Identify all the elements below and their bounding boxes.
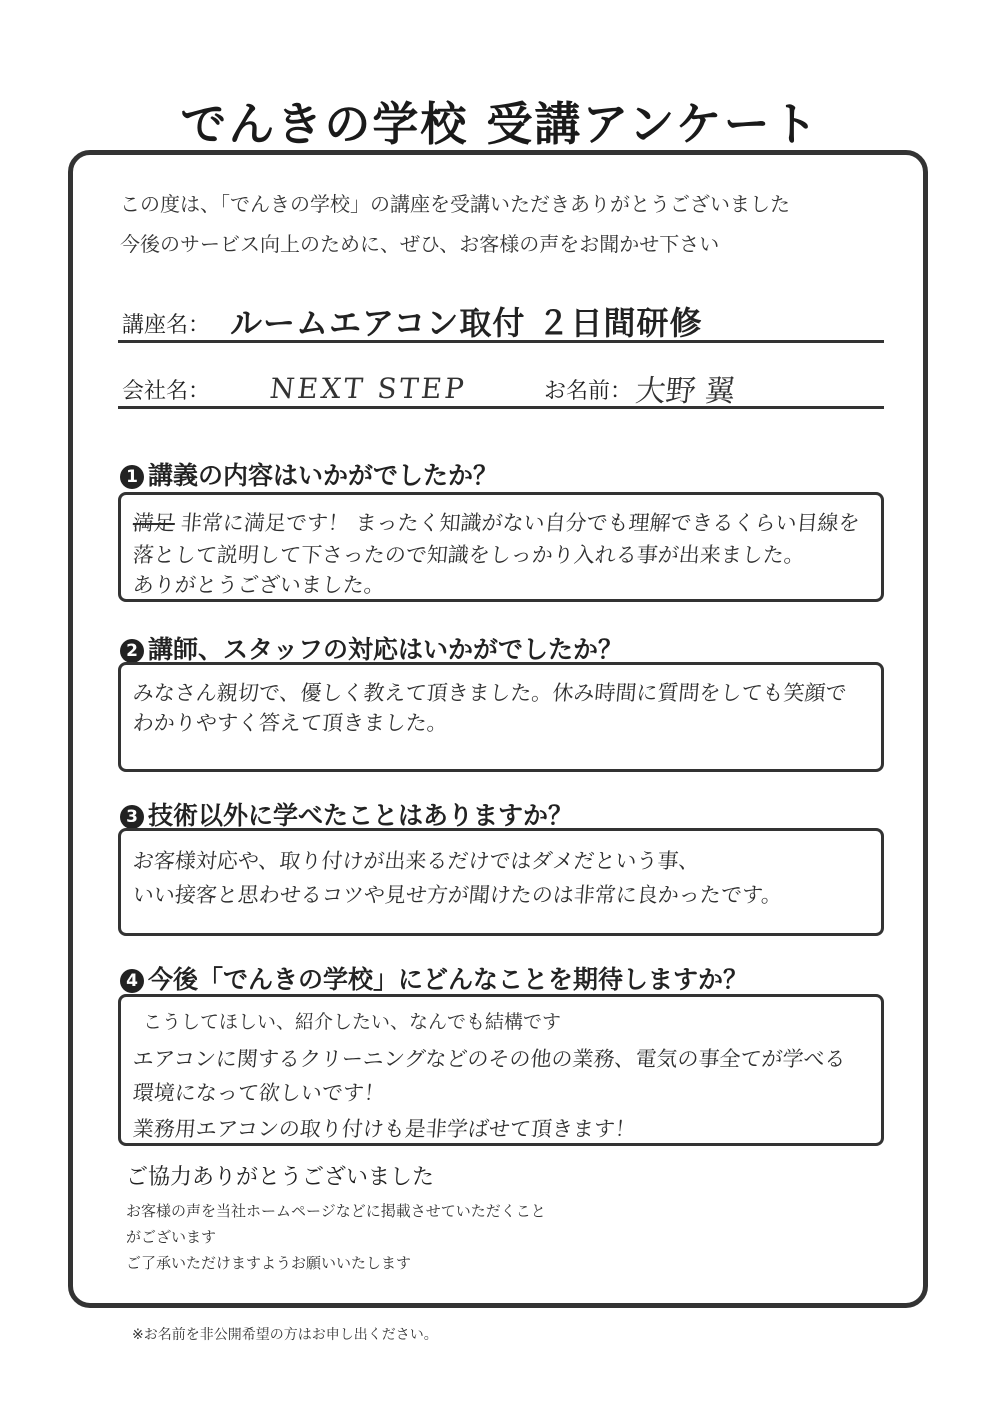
struck-text: 満足 [131,511,176,535]
question-1-text: 講義の内容はいかがでしたか？ [148,461,499,490]
answer-box-3 [118,828,884,936]
answer-1-line-1-text: 非常に満足です！ まったく知識がない自分でも理解できるくらい目線を [179,511,861,535]
question-4-title [120,960,748,996]
question-4-text: 今後「でんきの学校」にどんなことを期待しますか？ [148,965,749,994]
answer-box-1 [118,492,884,602]
question-3-text: 技術以外に学べたことはありますか？ [148,801,574,830]
question-2-title [120,630,623,666]
answer-4-line-3: 業務用エアコンの取り付けも是非学ばせて頂きます！ [131,1117,637,1141]
question-number-badge: 1 [120,465,144,489]
course-name: ルームエアコン取付 ２日間研修 [230,304,703,342]
company-label: 会社名： [122,379,211,404]
answer-4-line-1: エアコンに関するクリーニングなどのその他の業務、電気の事全てが学べる [131,1047,847,1071]
closing-notice-1: お客様の声を当社ホームページなどに掲載させていただくこと [126,1202,546,1220]
question-2-text: 講師、スタッフの対応はいかがでしたか？ [148,635,624,664]
closing-thanks: ご協力ありがとうございました [126,1165,435,1190]
answer-box-2 [118,662,884,772]
answer-1-line-2: 落として説明して下さったので知識をしっかり入れる事が出来ました。 [131,543,806,567]
question-1-title [120,456,498,492]
question-number-badge: 2 [120,639,144,663]
respondent-name: 大野 翼 [633,374,738,409]
answer-3-line-2: いい接客と思わせるコツや見せ方が聞けたのは非常に良かったです。 [131,883,784,907]
question-number-badge: 3 [120,805,144,829]
answer-1-line-3: ありがとうございました。 [131,573,386,597]
closing-notice-3: ご了承いただけますようお願いいたします [126,1254,412,1272]
question-number-badge: 4 [120,969,144,993]
answer-4-hint: こうしてほしい、紹介したい、なんでも結構です [143,1011,562,1033]
intro-line-1: この度は、「でんきの学校」の講座を受講いただきありがとうございました [120,192,790,216]
answer-3-line-1: お客様対応や、取り付けが出来るだけではダメだという事、 [131,849,701,873]
closing-notice-2: がございます [126,1228,217,1246]
answer-4-line-2: 環境になって欲しいです！ [131,1081,386,1105]
survey-title: でんきの学校 受講アンケート [180,97,820,151]
course-underline [118,340,884,343]
answer-2-line-2: わかりやすく答えて頂きました。 [131,711,449,735]
question-3-title [120,796,573,832]
intro-line-2: 今後のサービス向上のために、ぜひ、お客様の声をお聞かせ下さい [120,232,720,256]
company-name-underline [118,406,884,409]
answer-2-line-1: みなさん親切で、優しく教えて頂きました。休み時間に質問をしても笑顔で [131,681,848,705]
name-label: お名前： [544,379,633,404]
answer-box-4 [118,994,884,1146]
answer-1-line-1 [132,507,861,537]
footnote: ※お名前を非公開希望の方はお申し出ください。 [132,1327,438,1343]
course-label: 講座名： [122,313,211,338]
company-name: NEXT STEP [268,372,469,405]
